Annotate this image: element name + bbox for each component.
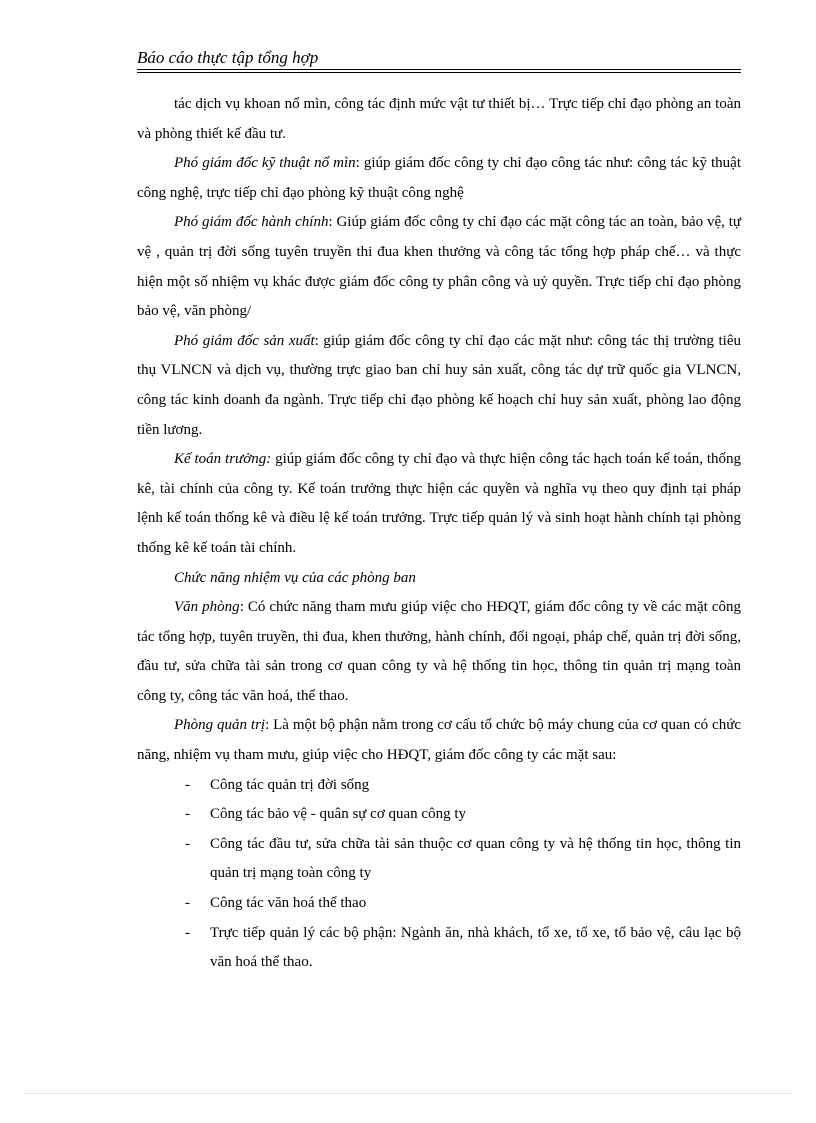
list-item xyxy=(137,889,741,919)
paragraph-text: : Là một bộ phận nằm trong cơ cấu tổ chức bộ máy chung của cơ quan có chức năng, nhiệm vụ tham mưu, giúp việc cho HĐQT, giám đốc công ty các mặt sau: xyxy=(137,717,741,764)
paragraph-label: Phó giám đốc kỹ thuật nổ mìn xyxy=(174,155,356,172)
dash-bullet: - xyxy=(185,835,190,852)
paragraph-deputy-production xyxy=(137,327,741,445)
paragraph-continuation xyxy=(137,90,741,149)
list-item xyxy=(137,830,741,889)
paragraph-label: Văn phòng xyxy=(174,599,240,616)
paragraph-admin-dept xyxy=(137,711,741,770)
paragraph-office xyxy=(137,593,741,711)
header-title: Báo cáo thực tập tổng hợp xyxy=(137,48,319,67)
paragraph-text: tác dịch vụ khoan nổ mìn, công tác định mức vật tư thiết bị… Trực tiếp chỉ đạo phòng an toàn và phòng thiết kế đầu tư. xyxy=(137,96,741,142)
dash-bullet: - xyxy=(185,806,190,823)
paragraph-text: : giúp giám đốc công ty chỉ đạo công tác như: công tác kỹ thuật công nghệ, trực tiếp chỉ đạo phòng kỹ thuật công nghệ xyxy=(137,155,741,201)
paragraph-text: : Có chức năng tham mưu giúp việc cho HĐQT, giám đốc công ty về các mặt công tác tổng hợp, tuyên truyền, thi đua, khen thưởng, hành chính, đối ngoại, pháp chế, quản trị đời sống, đầu tư, sửa chữa tài sản trong cơ quan công ty và hệ thống tin học, thông tin quản trị mạng toàn công ty, công tác văn hoá, thể thao. xyxy=(137,599,741,704)
paragraph-label: Phó giám đốc sản xuất xyxy=(174,332,315,349)
list-item-text: Công tác đầu tư, sửa chữa tài sản thuộc cơ quan công ty và hệ thống tin học, thông tin quản trị mạng toàn công ty xyxy=(210,835,741,882)
paragraph-deputy-technical xyxy=(137,149,741,208)
paragraph-text: giúp giám đốc công ty chỉ đạo và thực hiện công tác hạch toán kế toán, thống kê, tài chính của công ty. Kế toán trưởng thực hiện các quyền và nghĩa vụ theo quy định tại pháp lệnh kế toán thống kê và điều lệ kế toán trưởng. Trực tiếp quản lý và sinh hoạt hành chính tại phòng thống kê kế toán tài chính. xyxy=(137,451,741,556)
dash-bullet: - xyxy=(185,776,190,793)
page-header xyxy=(137,47,742,69)
page-bottom-border xyxy=(25,1093,791,1094)
list-item xyxy=(137,800,741,830)
paragraph-label: Phòng quản trị xyxy=(174,717,266,734)
list-item xyxy=(137,919,741,978)
header-rule-bottom xyxy=(137,72,741,73)
list-item-text: Công tác văn hoá thể thao xyxy=(210,895,367,912)
list-item-text: Trực tiếp quản lý các bộ phận: Ngành ăn, nhà khách, tổ xe, tổ xe, tổ bảo vệ, câu lạc bộ văn hoá thể thao. xyxy=(210,924,741,971)
section-heading: Chức năng nhiệm vụ của các phòng ban xyxy=(174,569,416,586)
list-item-text: Công tác bảo vệ - quân sự cơ quan công ty xyxy=(210,806,466,823)
list-item-text: Công tác quản trị đời sống xyxy=(210,776,370,793)
document-body xyxy=(137,90,741,978)
paragraph-chief-accountant xyxy=(137,445,741,563)
duties-list xyxy=(137,771,741,978)
dash-bullet: - xyxy=(185,924,190,941)
paragraph-text: : Giúp giám đốc công ty chỉ đạo các mặt công tác an toàn, bảo vệ, tự vệ , quản trị đời sống tuyên truyền thi đua khen thưởng và công tác tổng hợp pháp chế… và thực hiện một số nhiệm vụ khác được giám đốc công ty phân công và uỷ quyền. Trực tiếp chỉ đạo phòng bảo vệ, văn phòng/ xyxy=(137,214,741,320)
paragraph-text: : giúp giám đốc công ty chỉ đạo các mặt như: công tác thị trường tiêu thụ VLNCN và dịch vụ, thường trực giao ban chỉ huy sản xuất, công tác dự trữ quốc gia VLNCN, công tác kinh doanh đa ngành. Trực tiếp chỉ đạo phòng kế hoạch chỉ huy sản xuất, phòng lao động tiền lương. xyxy=(137,332,742,438)
paragraph-label: Kế toán trưởng: xyxy=(174,451,272,468)
dash-bullet: - xyxy=(185,895,190,912)
list-item xyxy=(137,771,741,801)
paragraph-label: Phó giám đốc hành chính xyxy=(174,214,329,231)
header-rule-top xyxy=(137,69,741,70)
paragraph-deputy-admin xyxy=(137,208,741,326)
